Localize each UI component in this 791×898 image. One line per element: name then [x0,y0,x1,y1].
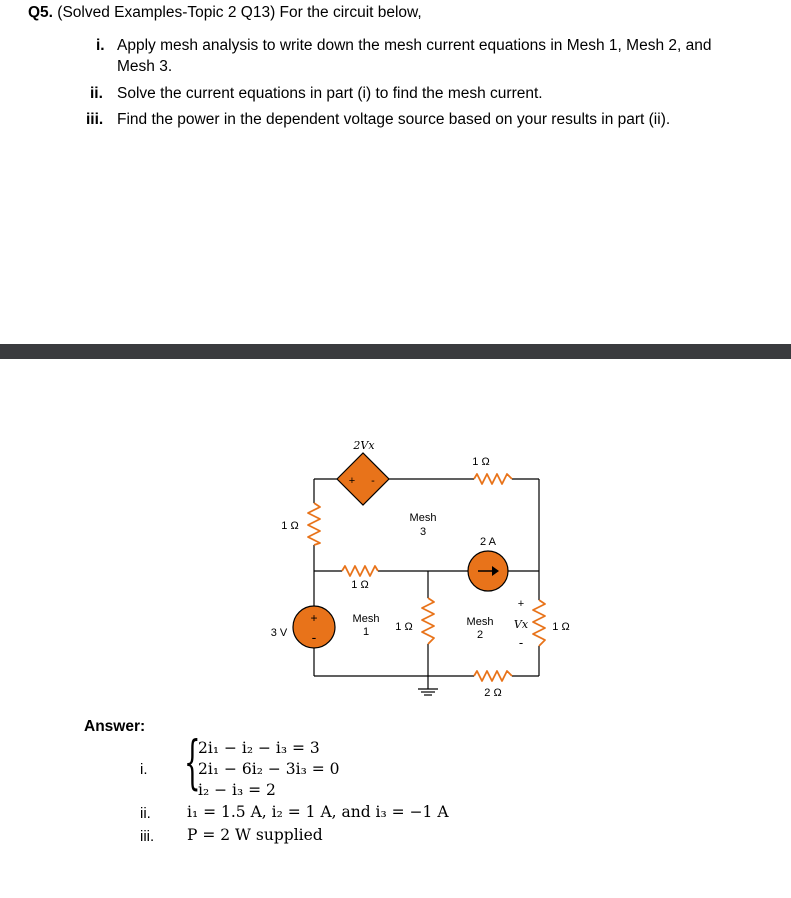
resistor-left-vertical [308,503,320,545]
mesh1-label: Mesh [352,613,380,625]
mesh1-number: 1 [362,626,370,638]
voltage-source-3v [293,606,335,648]
dependent-voltage-source [337,453,389,505]
label-r-right-vertical: 1 Ω [552,621,570,633]
equation-2: 2i₁ − 6i₂ − 3i₃ = 0 [198,760,340,778]
part-number: i. [96,37,105,54]
label-current-source: 2 A [480,536,496,548]
answer-part-i-number: i. [140,761,148,778]
question-number: Q5. [28,4,53,21]
part-text: Apply mesh analysis to write down the mesh current equations in Mesh 1, Mesh 2, and [117,37,712,54]
resistor-center-vertical [422,598,434,644]
part-text: Solve the current equations in part (i) to find the mesh current. [117,85,543,102]
ground-icon [418,689,438,695]
dep-source-minus: - [371,475,375,487]
resistor-middle-horizontal [342,566,378,576]
mesh3-number: 3 [419,526,427,538]
label-r-left-vertical: 1 Ω [281,520,299,532]
mesh2-number: 2 [476,629,484,641]
label-r-top-right: 1 Ω [472,456,490,468]
equation-3: i₂ − i₃ = 2 [198,781,276,799]
vx-plus: + [517,598,525,610]
answer-part-iii-text: P = 2 W supplied [187,826,323,844]
voltage-source-plus: + [310,611,318,625]
vx-minus: - [518,635,524,650]
label-r-middle-horizontal: 1 Ω [351,579,369,591]
answer-part-ii-text: i₁ = 1.5 A, i₂ = 1 A, and i₃ = −1 A [187,803,449,821]
resistor-top-right [474,474,512,484]
label-voltage-source: 3 V [270,627,288,639]
dep-source-plus: + [348,475,356,487]
question-title-text: (Solved Examples-Topic 2 Q13) For the circuit below, [57,4,422,21]
answer-label: Answer: [84,718,146,735]
question-part-i-continued: Mesh 3. [117,58,173,75]
dep-source-label: 2Vx [353,439,375,452]
vx-label: Vx [513,618,529,631]
answer-part-ii-number: ii. [140,805,151,822]
equation-1: 2i₁ − i₂ − i₃ = 3 [198,739,320,757]
resistor-right-vertical [533,600,545,646]
voltage-source-minus: - [311,629,317,645]
answer-part-iii-number: iii. [140,828,155,845]
part-text: Find the power in the dependent voltage source based on your results in part (ii). [117,111,671,128]
part-number: ii. [90,85,103,102]
part-number: iii. [86,111,104,128]
mesh2-label: Mesh [466,616,494,628]
equation-brace: { [184,728,201,796]
label-r-center-vertical: 1 Ω [395,621,413,633]
label-r-bottom-right: 2 Ω [484,687,502,699]
mesh3-label: Mesh [409,512,437,524]
current-source-2a [468,551,508,591]
resistor-bottom-right [474,671,512,681]
